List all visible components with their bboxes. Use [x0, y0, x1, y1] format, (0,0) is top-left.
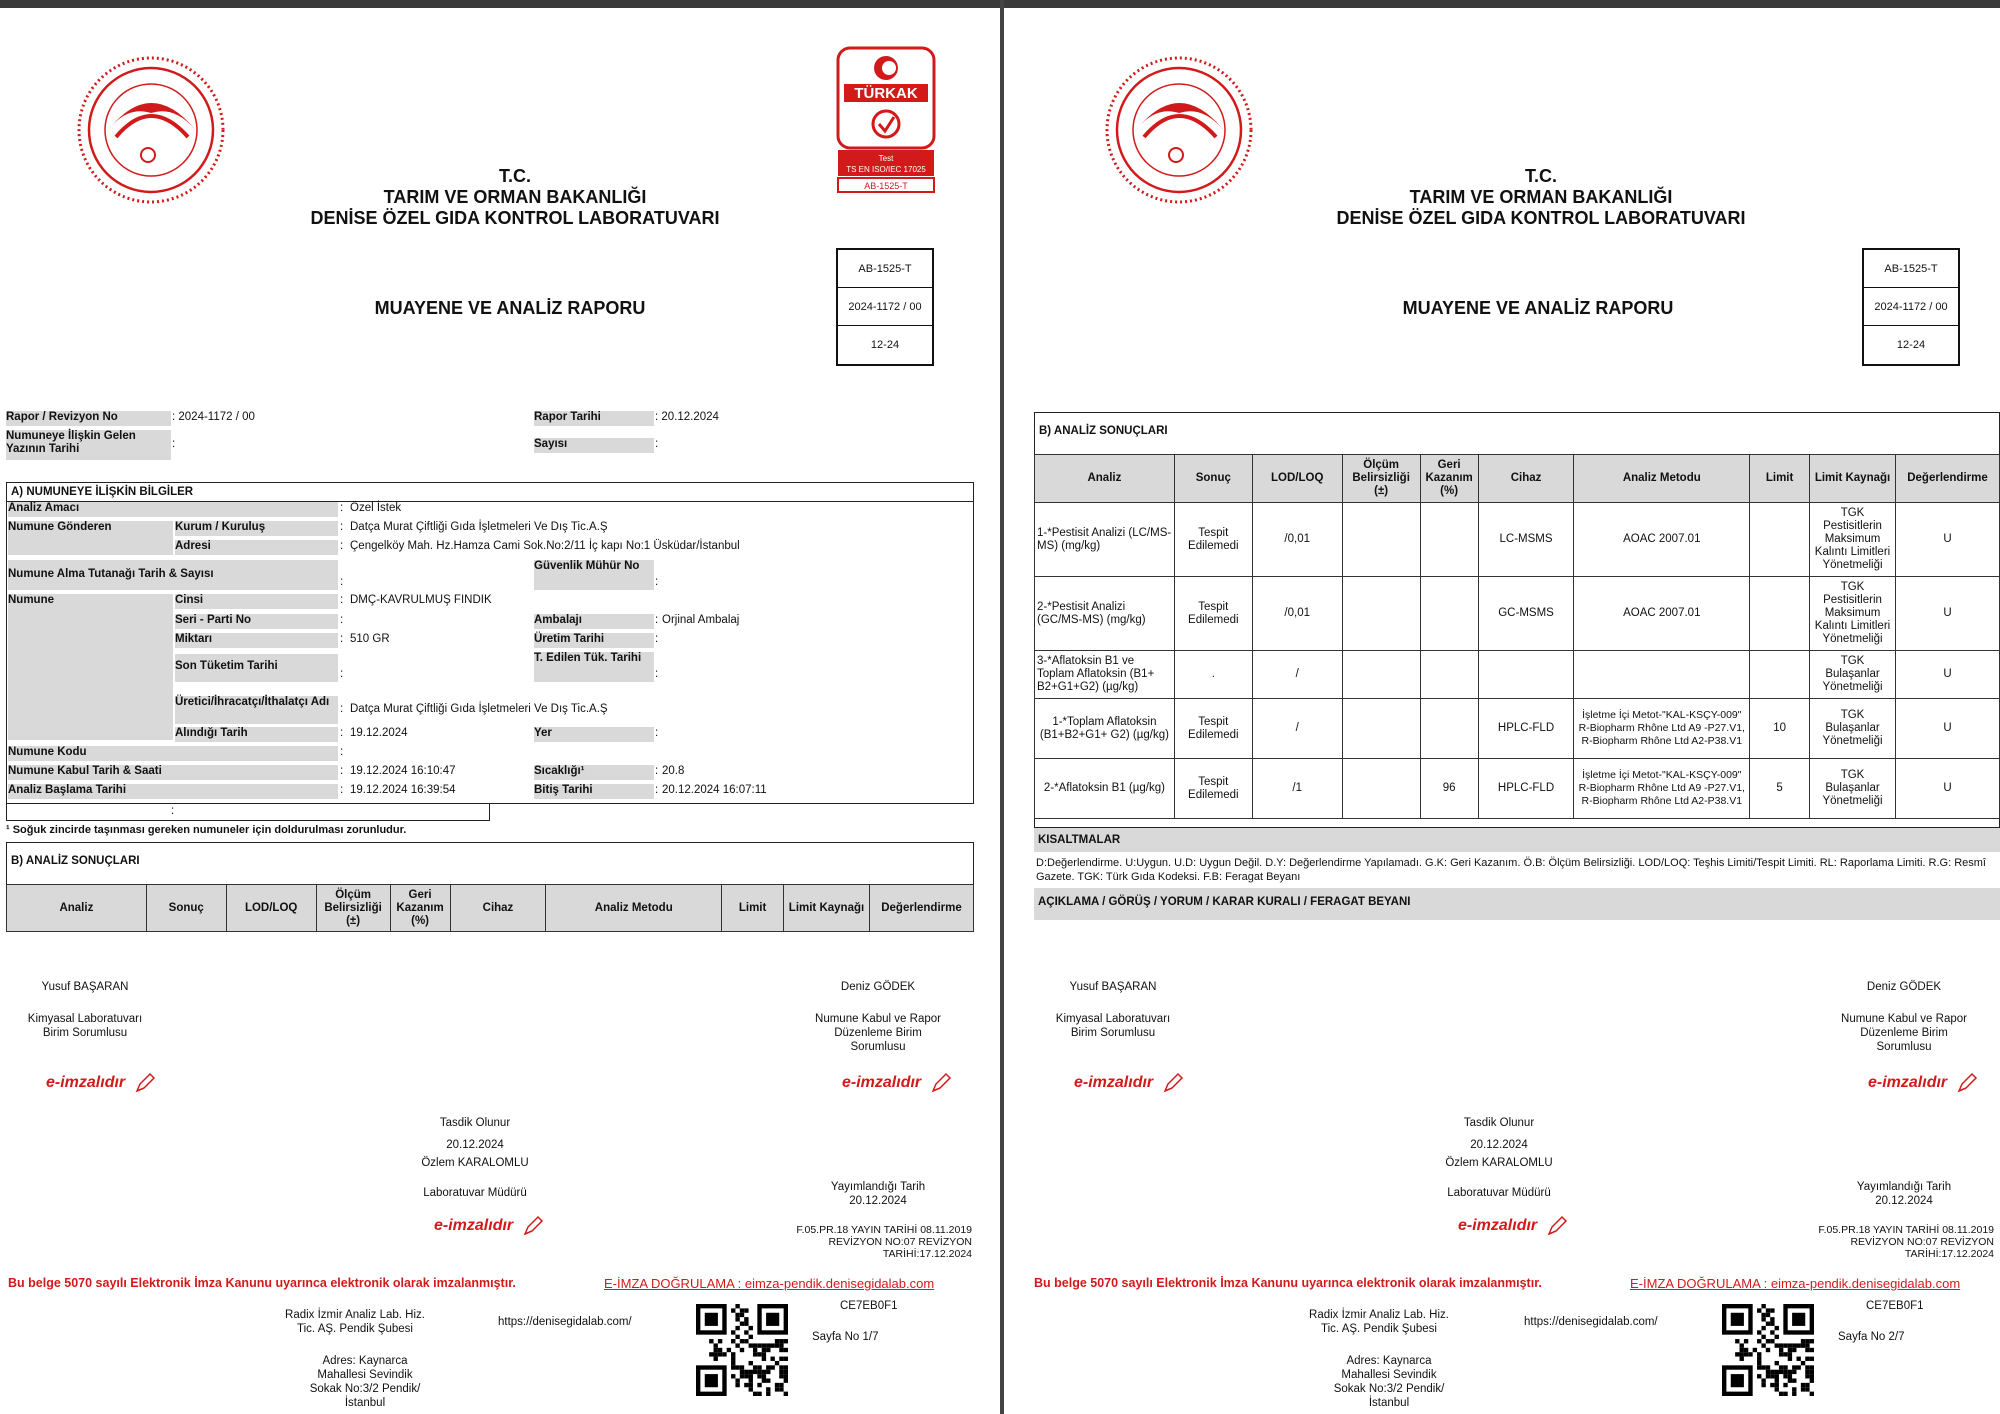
- verification-qr-code: [696, 1304, 788, 1396]
- signer-left: [20, 980, 150, 1040]
- approval-date: 20.12.2024: [1470, 1139, 1528, 1151]
- signer-left-name: Yusuf BAŞARAN: [41, 981, 129, 993]
- pen-icon: [522, 1215, 544, 1237]
- pen-icon: [1162, 1072, 1184, 1094]
- results-cell: .: [1174, 651, 1252, 699]
- temperature-value: 20.8: [662, 765, 685, 777]
- colon: :: [340, 765, 344, 777]
- e-signed-badge-left: [46, 1072, 156, 1094]
- publish-label: Yayımlandığı Tarih: [830, 1181, 926, 1193]
- results-cell: U: [1895, 577, 1999, 651]
- e-signed-text: e-imzalıdır: [1868, 1074, 1948, 1092]
- results-row: [1035, 651, 2000, 699]
- e-signed-badge-left: [1074, 1072, 1184, 1094]
- manager-title: Laboratuvar Müdürü: [1447, 1187, 1551, 1199]
- col-analysis: Analiz: [7, 885, 147, 932]
- results-cell: TGK Bulaşanlar Yönetmeliği: [1810, 651, 1896, 699]
- company-name: Radix İzmir Analiz Lab. Hiz. Tic. AŞ. Pendik Şubesi: [285, 1309, 425, 1335]
- header-line-3: DENİSE ÖZEL GIDA KONTROL LABORATUVARI: [310, 208, 720, 228]
- abbreviations-text: D:Değerlendirme. U:Uygun. U.D: Uygun Değil. D.Y: Değerlendirme Yapılamadı. G.K: Geri Kazanım. Ö.B: Ölçüm Belirsizliği. LOD/LOQ: Teşhis Limiti/Tespit Limiti. RL: Raporlama Limiti. R.G: Resmî Gazete. TGK: Türk Gıda Kodeksi. F.B: Feragat Beyanı: [1036, 857, 1986, 883]
- signer-right-title: Numune Kabul ve Rapor Düzenleme Birim Sorumlusu: [815, 1013, 941, 1053]
- svg-text:TÜRKAK: TÜRKAK: [854, 85, 918, 102]
- company-address: Adres: Kaynarca Mahallesi Sevindik Sokak No:3/2 Pendik/İstanbul: [309, 1355, 421, 1409]
- col-limit: Limit: [722, 885, 784, 932]
- report-date-label: Rapor Tarihi: [534, 411, 654, 426]
- company-address: Adres: Kaynarca Mahallesi Sevindik Sokak No:3/2 Pendik/İstanbul: [1333, 1355, 1445, 1409]
- results-cell: /0,01: [1252, 577, 1342, 651]
- results-cell: HPLC-FLD: [1478, 699, 1574, 759]
- col-limit-source: Limit Kaynağı: [1810, 455, 1896, 503]
- approval-date: 20.12.2024: [446, 1139, 504, 1151]
- signer-left-name: Yusuf BAŞARAN: [1069, 981, 1157, 993]
- org-value: Datça Murat Çiftliği Gıda İşletmeleri Ve Dış Tic.A.Ş: [350, 521, 608, 533]
- report-title: MUAYENE VE ANALİZ RAPORU: [1402, 298, 1674, 318]
- org-label: Kurum / Kuruluş: [175, 521, 338, 536]
- results-cell: 2-*Aflatoksin B1 (µg/kg): [1035, 759, 1175, 819]
- package-value: Orjinal Ambalaj: [662, 614, 740, 626]
- signer-right-name: Deniz GÖDEK: [840, 981, 916, 993]
- results-cell: TGK Pestisitlerin Maksimum Kalıntı Limitleri Yönetmeliği: [1810, 577, 1896, 651]
- col-uncertainty: Ölçüm Belirsizliği (±): [1342, 455, 1420, 503]
- results-row: [1035, 759, 2000, 819]
- amount-value: 510 GR: [350, 633, 390, 645]
- e-signed-text: e-imzalıdır: [46, 1074, 126, 1092]
- results-cell: /0,01: [1252, 503, 1342, 577]
- producer-value: Datça Murat Çiftliği Gıda İşletmeleri Ve Dış Tic.A.Ş: [350, 703, 608, 715]
- remarks-title: AÇIKLAMA / GÖRÜŞ / YORUM / KARAR KURALI / FERAGAT BEYANI: [1034, 888, 2000, 920]
- results-cell: [1342, 699, 1420, 759]
- colon: :: [340, 746, 344, 758]
- count-value: :: [655, 438, 659, 450]
- results-table: [1034, 454, 2000, 819]
- colon: :: [340, 668, 344, 680]
- report-title: MUAYENE VE ANALİZ RAPORU: [374, 298, 646, 318]
- document-code: CE7EB0F1: [1866, 1300, 1924, 1312]
- col-method: Analiz Metodu: [546, 885, 722, 932]
- manager-name: Özlem KARALOMLU: [1445, 1157, 1553, 1169]
- section-a-title: A) NUMUNEYE İLİŞKİN BİLGİLER: [7, 483, 973, 502]
- e-signed-badge-manager: [434, 1215, 544, 1237]
- pen-icon: [1956, 1072, 1978, 1094]
- results-cell: Tespit Edilemedi: [1174, 503, 1252, 577]
- results-cell: 1-*Toplam Aflatoksin (B1+B2+G1+ G2) (µg/kg): [1035, 699, 1175, 759]
- results-cell: U: [1895, 759, 1999, 819]
- colon: :: [655, 614, 659, 626]
- acceptance-label: Numune Kabul Tarih & Saati: [8, 765, 338, 780]
- col-lod-loq: LOD/LOQ: [1252, 455, 1342, 503]
- package-label: Ambalajı: [534, 614, 654, 629]
- lot-label: Seri - Parti No: [175, 614, 338, 629]
- acceptance-value: 19.12.2024 16:10:47: [350, 765, 456, 777]
- colon: :: [655, 633, 659, 645]
- col-lod-loq: LOD/LOQ: [226, 885, 316, 932]
- signer-left: [1048, 980, 1178, 1040]
- signer-left-title: Kimyasal Laboratuvarı Birim Sorumlusu: [1055, 1013, 1171, 1039]
- results-cell: [1342, 503, 1420, 577]
- results-cell: [1750, 503, 1810, 577]
- purpose-label: Analiz Amacı: [8, 502, 338, 517]
- incoming-letter-label: Numuneye İlişkin Gelen Yazının Tarihi: [6, 430, 171, 460]
- results-cell: [1478, 651, 1574, 699]
- results-cell: [1342, 759, 1420, 819]
- address-value: Çengelköy Mah. Hz.Hamza Cami Sok.No:2/11 İç kapı No:1 Üsküdar/İstanbul: [350, 540, 740, 552]
- header-line-1: T.C.: [498, 166, 531, 186]
- report-code-box: [1862, 248, 1960, 366]
- place-label: Yer: [534, 727, 654, 742]
- results-cell: [1342, 651, 1420, 699]
- report-page-1: [0, 8, 998, 1414]
- taken-date-value: 19.12.2024: [350, 727, 408, 739]
- code-box-accreditation: AB-1525-T: [1864, 250, 1958, 288]
- code-box-report-no: 2024-1172 / 00: [838, 288, 932, 326]
- col-evaluation: Değerlendirme: [869, 885, 973, 932]
- results-cell: [1750, 651, 1810, 699]
- sender-label: Numune Gönderen: [8, 521, 173, 555]
- pen-icon: [930, 1072, 952, 1094]
- col-method: Analiz Metodu: [1574, 455, 1750, 503]
- production-date-label: Üretim Tarihi: [534, 633, 654, 648]
- colon: :: [340, 576, 344, 588]
- e-signature-verify-link[interactable]: E-İMZA DOĞRULAMA : eimza-pendik.denisegidalab.com: [1630, 1276, 1961, 1291]
- results-cell: [1342, 577, 1420, 651]
- results-cell: [1420, 651, 1478, 699]
- signer-right-name: Deniz GÖDEK: [1866, 981, 1942, 993]
- e-signed-badge-right: [842, 1072, 952, 1094]
- sample-label: Numune: [8, 594, 173, 740]
- publish-label: Yayımlandığı Tarih: [1856, 1181, 1952, 1193]
- results-cell: [1574, 651, 1750, 699]
- approval-block: [1424, 1116, 1574, 1200]
- col-result: Sonuç: [1174, 455, 1252, 503]
- results-row: [1035, 577, 2000, 651]
- taken-date-label: Alındığı Tarih: [175, 727, 338, 742]
- code-box-accreditation: AB-1525-T: [838, 250, 932, 288]
- results-cell: Tespit Edilemedi: [1174, 759, 1252, 819]
- results-cell: TGK Pestisitlerin Maksimum Kalıntı Limitleri Yönetmeliği: [1810, 503, 1896, 577]
- results-cell: U: [1895, 651, 1999, 699]
- results-cell: U: [1895, 699, 1999, 759]
- signer-left-title: Kimyasal Laboratuvarı Birim Sorumlusu: [27, 1013, 143, 1039]
- publish-date: 20.12.2024: [1875, 1195, 1933, 1207]
- colon: :: [340, 633, 344, 645]
- e-signed-text: e-imzalıdır: [434, 1217, 514, 1235]
- signer-right: [808, 980, 948, 1054]
- approval-block: [400, 1116, 550, 1200]
- results-cell: 1-*Pestisit Analizi (LC/MS-MS) (mg/kg): [1035, 503, 1175, 577]
- header-line-2: TARIM VE ORMAN BAKANLIĞI: [1409, 187, 1673, 207]
- results-cell: 96: [1420, 759, 1478, 819]
- report-header: [200, 166, 830, 229]
- results-cell: AOAC 2007.01: [1574, 577, 1750, 651]
- kind-label: Cinsi: [175, 594, 338, 609]
- report-no-value: : 2024-1172 / 00: [172, 411, 255, 423]
- e-signed-badge-right: [1868, 1072, 1978, 1094]
- results-cell: [1420, 577, 1478, 651]
- colon: :: [655, 765, 659, 777]
- e-signed-text: e-imzalıdır: [842, 1074, 922, 1092]
- results-row: [1035, 503, 2000, 577]
- results-cell: [1750, 577, 1810, 651]
- page-number: Sayfa No 2/7: [1838, 1331, 1905, 1343]
- results-cell: İşletme İçi Metot-"KAL-KSÇY-009" R-Biopharm Rhône Ltd A9 -P27.V1, R-Biopharm Rhône Ltd A2-P38.V1: [1574, 759, 1750, 819]
- page-number: Sayfa No 1/7: [812, 1331, 879, 1343]
- signer-right: [1834, 980, 1974, 1054]
- col-device: Cihaz: [450, 885, 546, 932]
- results-cell: 2-*Pestisit Analizi (GC/MS-MS) (mg/kg): [1035, 577, 1175, 651]
- colon: :: [340, 703, 344, 715]
- report-date-value: : 20.12.2024: [655, 411, 719, 423]
- results-cell: 3-*Aflatoksin B1 ve Toplam Aflatoksin (B1+ B2+G1+G2) (µg/kg): [1035, 651, 1175, 699]
- col-device: Cihaz: [1478, 455, 1574, 503]
- colon: :: [340, 614, 344, 626]
- results-cell: /: [1252, 651, 1342, 699]
- results-cell: U: [1895, 503, 1999, 577]
- report-page-2: [1004, 8, 2000, 1414]
- col-analysis: Analiz: [1035, 455, 1175, 503]
- expiry-label: Son Tüketim Tarihi: [175, 654, 338, 682]
- turkak-accreditation-logo: [836, 46, 936, 194]
- results-cell: Tespit Edilemedi: [1174, 699, 1252, 759]
- svg-text:TS EN ISO/IEC 17025: TS EN ISO/IEC 17025: [846, 165, 926, 174]
- results-body: [1035, 503, 2000, 819]
- pen-icon: [134, 1072, 156, 1094]
- manager-name: Özlem KARALOMLU: [421, 1157, 529, 1169]
- amount-label: Miktarı: [175, 633, 338, 648]
- colon: :: [340, 540, 344, 552]
- colon: :: [340, 594, 344, 606]
- colon: :: [340, 784, 344, 796]
- company-name: Radix İzmir Analiz Lab. Hiz. Tic. AŞ. Pendik Şubesi: [1309, 1309, 1449, 1335]
- report-no-label: Rapor / Revizyon No: [6, 411, 171, 426]
- report-code-box: [836, 248, 934, 366]
- approval-label: Tasdik Olunur: [1463, 1117, 1535, 1129]
- header-line-3: DENİSE ÖZEL GIDA KONTROL LABORATUVARI: [1336, 208, 1746, 228]
- approval-label: Tasdik Olunur: [439, 1117, 511, 1129]
- col-limit-source: Limit Kaynağı: [784, 885, 870, 932]
- results-cell: [1420, 699, 1478, 759]
- col-recovery: Geri Kazanım (%): [1420, 455, 1478, 503]
- results-cell: GC-MSMS: [1478, 577, 1574, 651]
- svg-text:AB-1525-T: AB-1525-T: [864, 181, 908, 191]
- recommended-consumption-label: T. Edilen Tük. Tarihi: [534, 652, 654, 682]
- colon: :: [655, 727, 659, 739]
- document-code: CE7EB0F1: [840, 1300, 898, 1312]
- colon: :: [340, 502, 344, 514]
- analysis-end-value: 20.12.2024 16:07:11: [662, 784, 767, 796]
- publish-block: [1834, 1180, 1974, 1208]
- col-recovery: Geri Kazanım (%): [390, 885, 450, 932]
- signer-right-title: Numune Kabul ve Rapor Düzenleme Birim Sorumlusu: [1841, 1013, 1967, 1053]
- e-signed-text: e-imzalıdır: [1074, 1074, 1154, 1092]
- colon: :: [340, 727, 344, 739]
- website-link[interactable]: https://denisegidalab.com/: [498, 1316, 632, 1328]
- results-cell: [1420, 503, 1478, 577]
- count-label: Sayısı: [534, 438, 654, 453]
- website-link[interactable]: https://denisegidalab.com/: [1524, 1316, 1658, 1328]
- col-limit: Limit: [1750, 455, 1810, 503]
- report-header: [1226, 166, 1856, 229]
- code-box-report-no: 2024-1172 / 00: [1864, 288, 1958, 326]
- abbreviations-title: KISALTMALAR: [1034, 828, 2000, 852]
- col-evaluation: Değerlendirme: [1895, 455, 1999, 503]
- results-cell: /: [1252, 699, 1342, 759]
- sampling-record-label: Numune Alma Tutanağı Tarih & Sayısı: [8, 560, 338, 590]
- results-cell: Tespit Edilemedi: [1174, 577, 1252, 651]
- code-box-period: 12-24: [870, 339, 900, 351]
- col-uncertainty: Ölçüm Belirsizliği (±): [316, 885, 390, 932]
- results-cell: HPLC-FLD: [1478, 759, 1574, 819]
- incoming-letter-value: :: [172, 438, 176, 450]
- form-revision-code: F.05.PR.18 YAYIN TARİHİ 08.11.2019 REVİZYON NO:07 REVİZYON TARİHİ:17.12.2024: [796, 1224, 972, 1260]
- colon: :: [655, 784, 659, 796]
- results-cell: TGK Bulaşanlar Yönetmeliği: [1810, 699, 1896, 759]
- code-box-period: 12-24: [1896, 339, 1926, 351]
- analysis-start-label: Analiz Başlama Tarihi: [8, 784, 338, 799]
- temperature-label: Sıcaklığı¹: [534, 765, 654, 780]
- e-signed-badge-manager: [1458, 1215, 1568, 1237]
- e-signature-verify-link[interactable]: E-İMZA DOĞRULAMA : eimza-pendik.denisegidalab.com: [604, 1276, 935, 1291]
- colon: :: [655, 576, 659, 588]
- analysis-start-value: 19.12.2024 16:39:54: [350, 784, 456, 796]
- producer-label: Üretici/İhracatçı/İthalatçı Adı: [175, 696, 338, 724]
- sample-code-label: Numune Kodu: [8, 746, 338, 761]
- results-header-row: [1035, 455, 2000, 503]
- form-revision-code: F.05.PR.18 YAYIN TARİHİ 08.11.2019 REVİZYON NO:07 REVİZYON TARİHİ:17.12.2024: [1818, 1224, 1994, 1260]
- results-cell: AOAC 2007.01: [1574, 503, 1750, 577]
- section-b-title: B) ANALİZ SONUÇLARI: [11, 855, 140, 867]
- results-cell: 5: [1750, 759, 1810, 819]
- e-signature-law-notice: Bu belge 5070 sayılı Elektronik İmza Kanunu uyarınca elektronik olarak imzalanmıştır.: [1034, 1276, 1542, 1290]
- manager-title: Laboratuvar Müdürü: [423, 1187, 527, 1199]
- colon: :: [171, 805, 175, 817]
- results-cell: İşletme İçi Metot-"KAL-KSÇY-009" R-Biopharm Rhône Ltd A9 -P27.V1, R-Biopharm Rhône Ltd A2-P38.V1: [1574, 699, 1750, 759]
- kind-value: DMÇ-KAVRULMUŞ FINDIK: [350, 594, 492, 606]
- colon: :: [655, 668, 659, 680]
- results-row: [1035, 699, 2000, 759]
- section-b-title: B) ANALİZ SONUÇLARI: [1039, 425, 1168, 437]
- results-table-header: [6, 884, 974, 932]
- results-cell: TGK Bulaşanlar Yönetmeliği: [1810, 759, 1896, 819]
- header-line-1: T.C.: [1524, 166, 1557, 186]
- results-cell: 10: [1750, 699, 1810, 759]
- e-signed-text: e-imzalıdır: [1458, 1217, 1538, 1235]
- svg-text:Test: Test: [878, 154, 894, 163]
- header-line-2: TARIM VE ORMAN BAKANLIĞI: [383, 187, 647, 207]
- publish-block: [808, 1180, 948, 1208]
- address-label: Adresi: [175, 540, 338, 555]
- results-cell: /1: [1252, 759, 1342, 819]
- colon: :: [340, 521, 344, 533]
- col-result: Sonuç: [146, 885, 226, 932]
- purpose-value: Özel İstek: [350, 502, 402, 514]
- pen-icon: [1546, 1215, 1568, 1237]
- security-seal-label: Güvenlik Mühür No: [534, 560, 654, 590]
- e-signature-law-notice: Bu belge 5070 sayılı Elektronik İmza Kanunu uyarınca elektronik olarak imzalanmıştır.: [8, 1276, 516, 1290]
- analysis-end-label: Bitiş Tarihi: [534, 784, 654, 799]
- temperature-extra-row: [6, 803, 490, 821]
- cold-chain-footnote: ¹ Soğuk zincirde taşınması gereken numuneler için doldurulması zorunludur.: [6, 824, 407, 836]
- verification-qr-code: [1722, 1304, 1814, 1396]
- results-cell: LC-MSMS: [1478, 503, 1574, 577]
- publish-date: 20.12.2024: [849, 1195, 907, 1207]
